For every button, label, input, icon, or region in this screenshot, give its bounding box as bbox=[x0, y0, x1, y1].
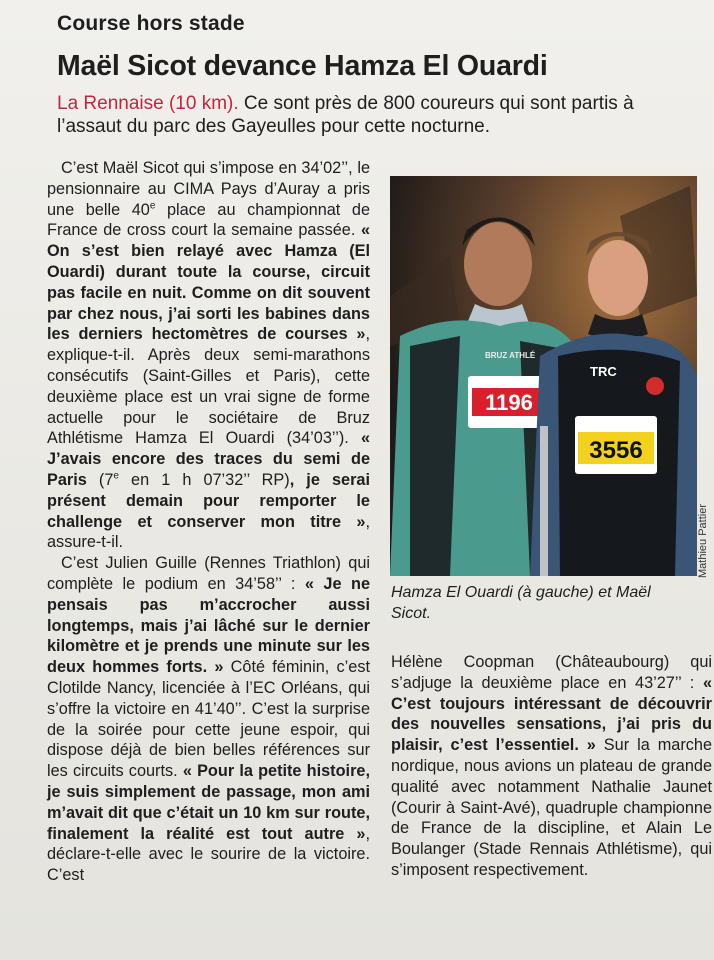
paragraph-1 bbox=[47, 158, 370, 553]
photo-credit: Mathieu Pattier bbox=[697, 504, 709, 578]
text-run: , assure-t-il. bbox=[47, 512, 370, 552]
runner-left-face bbox=[464, 222, 532, 306]
text-run: , déclare-t-elle avec le sourire de la victoire. C’est bbox=[47, 824, 370, 885]
article-left-column bbox=[47, 158, 370, 886]
runner-right-badge bbox=[646, 377, 664, 395]
quote-bold: , je serai présent demain pour remporter le challenge et conserver mon titre » bbox=[47, 470, 370, 531]
runner-left-club: BRUZ ATHLÉ bbox=[485, 351, 536, 360]
article-photo bbox=[390, 176, 697, 576]
paragraph-3 bbox=[391, 652, 712, 881]
runner-right-bib-number: 3556 bbox=[589, 437, 643, 464]
text-run: , explique-t-il. Après deux semi-marathons consécutifs (Saint-Gilles et Paris), cette deuxième place est un vrai signe de forme actuelle pour le sociétaire de Bruz Athlétisme Hamza El Ouardi (34’03’’). bbox=[47, 325, 370, 448]
text-run: C’est Maël Sicot qui s’impose en 34’02’’, le pensionnaire au CIMA Pays d’Auray a pris une belle 40 bbox=[47, 159, 370, 219]
article-right-column bbox=[391, 652, 712, 881]
runner-right-face bbox=[588, 240, 648, 316]
text-run: place au championnat de France de cross court la semaine passée. bbox=[47, 200, 370, 240]
text-run: (7 bbox=[98, 470, 114, 489]
text-run: Côté féminin, c’est Clotilde Nancy, licenciée à l’EC Orléans, qui s’offre la victoire en 41’40’’. C’est la surprise de la soirée pour cette jeune espoir, qui dispose déjà de bien belles références sur les circuits courts. bbox=[47, 658, 370, 781]
article-standfirst bbox=[57, 92, 697, 138]
quote-bold: « On s’est bien relayé avec Hamza (El Ouardi) durant toute la course, circuit pas facile en nuit. Comme on dit souvent par chez nous, j’ai sorti les babines dans les derniers hectomètres de courses » bbox=[47, 221, 370, 344]
quote-bold: « Pour la petite histoire, je suis simplement de passage, mon ami m’avait dit que c’était un 10 km sur route, finalement la réalité est tout autre » bbox=[47, 762, 370, 843]
text-run: Sur la marche nordique, nous avions un plateau de grande qualité avec notamment Nathalie Jaunet (Courir à Saint-Avé), quadruple championne de France de la discipline, et Alain Le Boulanger (Stade Rennais Athlétisme), qui s’imposent respectivement. bbox=[391, 736, 712, 879]
standfirst-lead: La Rennaise (10 km). bbox=[57, 93, 239, 114]
quote-bold: « Je ne pensais pas m’accrocher aussi longtemps, mais j’ai lâché sur le dernier kilomètre et je prends une minute sur les deux hommes forts. » bbox=[47, 574, 370, 677]
article-headline: Maël Sicot devance Hamza El Ouardi bbox=[57, 50, 548, 82]
quote-bold: « C’est toujours intéressant de découvrir des nouvelles sensations, j’ai pris du plaisir, c’est l’essentiel. » bbox=[391, 673, 712, 755]
text-run: Hélène Coopman (Châteaubourg) qui s’adjuge la deuxième place en 43’27’’ : bbox=[391, 653, 712, 692]
paragraph-2 bbox=[47, 553, 370, 886]
superscript: e bbox=[149, 200, 156, 212]
runner-right-club: TRC bbox=[590, 364, 617, 379]
runner-left-bib-number: 1196 bbox=[485, 390, 533, 415]
pole bbox=[540, 426, 548, 576]
section-label: Course hors stade bbox=[57, 12, 245, 35]
text-run: en 1 h 07’32’’ RP) bbox=[118, 470, 290, 489]
quote-bold: « J’avais encore des traces du semi de Paris bbox=[47, 429, 370, 489]
text-run: C’est Julien Guille (Rennes Triathlon) qui complète le podium en 34’58’’ : bbox=[47, 554, 370, 593]
standfirst-text: Ce sont près de 800 coureurs qui sont partis à l’assaut du parc des Gayeulles pour cette nocturne. bbox=[57, 93, 634, 137]
superscript: e bbox=[113, 470, 119, 482]
photo-runners-illustration bbox=[390, 176, 697, 576]
photo-caption: Hamza El Ouardi (à gauche) et Maël Sicot. bbox=[391, 584, 651, 622]
